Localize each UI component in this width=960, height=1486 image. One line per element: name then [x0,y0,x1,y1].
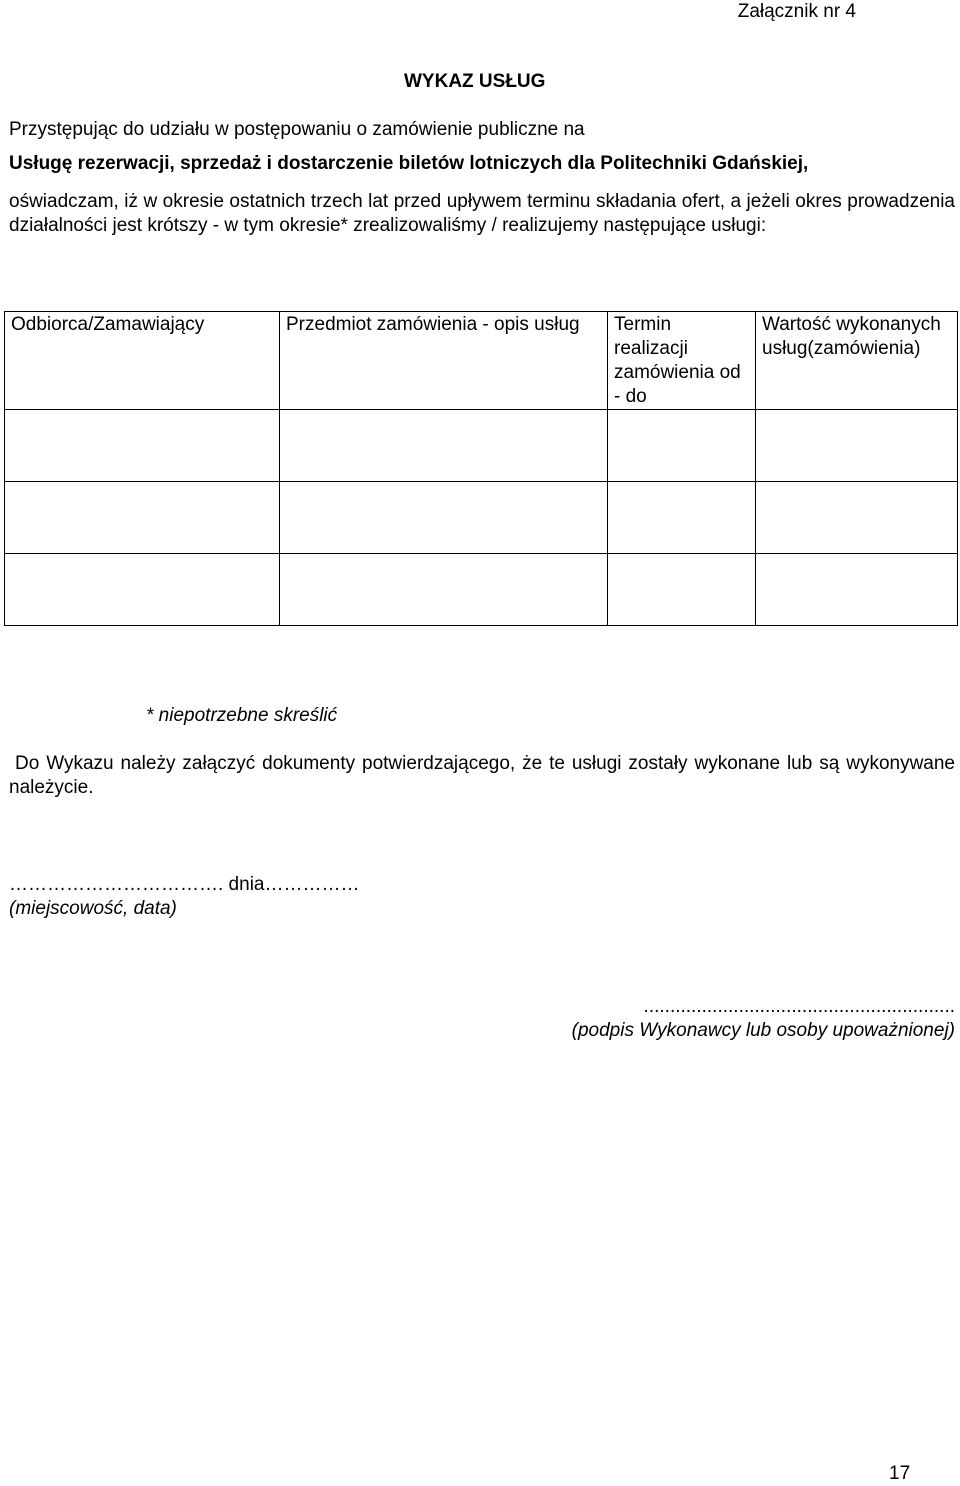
header-value: Wartość wykonanych usług(zamówienia) [756,312,958,410]
table-row [5,482,958,554]
signature-line: ........................................................... [643,996,955,1017]
table-cell[interactable] [280,410,608,482]
table-cell[interactable] [608,482,756,554]
table-cell[interactable] [5,554,280,626]
table-row [5,554,958,626]
table-header-row [5,312,958,410]
footnote: * niepotrzebne skreślić [146,705,338,726]
table-cell[interactable] [608,410,756,482]
attachment-note: Do Wykazu należy załączyć dokumenty potwierdzającego, że te usługi zostały wykonane lub są wykonywane należycie. [9,753,955,798]
attachment-label: Załącznik nr 4 [737,1,856,22]
header-subject: Przedmiot zamówienia - opis usług [280,312,608,410]
header-recipient: Odbiorca/Zamawiający [5,312,280,410]
table-cell[interactable] [5,482,280,554]
table-cell[interactable] [756,410,958,482]
table-cell[interactable] [280,482,608,554]
document-title: WYKAZ USŁUG [404,71,546,92]
table-cell[interactable] [756,482,958,554]
table-cell[interactable] [5,410,280,482]
subject-paragraph: Usługę rezerwacji, sprzedaż i dostarczenie biletów lotniczych dla Politechniki Gdańskiej, [9,153,809,174]
table-cell[interactable] [608,554,756,626]
table-cell[interactable] [280,554,608,626]
table-cell[interactable] [756,554,958,626]
header-term: Termin realizacji zamówienia od - do [608,312,756,410]
signature-caption: (podpis Wykonawcy lub osoby upoważnionej) [571,1020,955,1041]
place-date-caption: (miejscowość, data) [9,898,177,919]
services-table [4,311,958,626]
table-row [5,410,958,482]
page-number: 17 [889,1463,911,1484]
declaration-paragraph: oświadczam, iż w okresie ostatnich trzech lat przed upływem terminu składania ofert, a jeżeli okres prowadzenia działalności jest krótszy - w tym okresie* zrealizowaliśmy / realizujemy następujące usługi: [9,191,955,236]
place-date-line: ……………………………. dnia…………… [9,874,360,895]
intro-paragraph: Przystępując do udziału w postępowaniu o zamówienie publiczne na [9,119,585,140]
